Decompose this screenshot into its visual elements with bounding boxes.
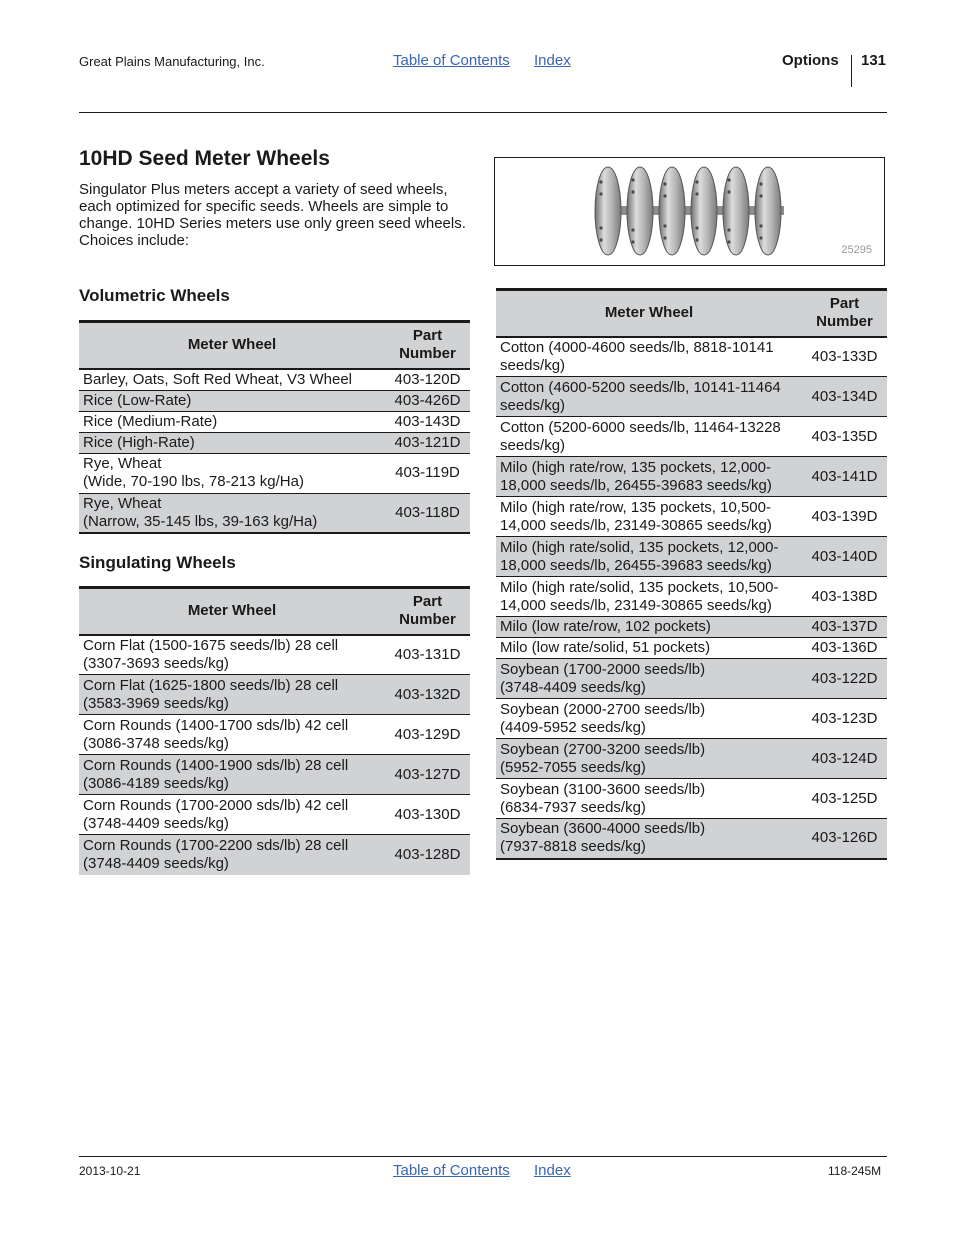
table-row [496, 537, 887, 577]
document-number: 118-245M [828, 1164, 882, 1178]
part-number-cell: 403-119D [395, 464, 460, 481]
table-row [79, 390, 470, 411]
part-number-cell: 403-132D [394, 685, 461, 703]
meter-wheel-cell: Milo (low rate/row, 102 pockets) [500, 618, 711, 635]
footer-index-link[interactable]: Index [534, 1162, 571, 1179]
column-header-part-number: Part Number [399, 593, 456, 629]
meter-wheel-cell: Milo (low rate/solid, 51 pockets) [500, 639, 711, 656]
part-number-cell: 403-141D [811, 467, 878, 485]
meter-wheel-cell: Milo (high rate/solid, 135 pockets, 12,000-18,000 seeds/lb, 26455-39683 seeds/kg) [500, 538, 779, 574]
meter-wheel-cell: Rice (Medium-Rate) [83, 412, 218, 430]
meter-wheel-cell: Soybean (3100-3600 seeds/lb) (6834-7937 seeds/kg) [500, 780, 706, 816]
seed-wheels-figure [494, 157, 885, 266]
part-number-cell: 403-125D [811, 789, 878, 807]
meter-wheel-cell: Rye, Wheat (Narrow, 35-145 lbs, 39-163 kg/Ha) [83, 494, 318, 530]
column-header-part-number: Part Number [399, 327, 456, 363]
meter-wheel-cell: Milo (high rate/row, 135 pockets, 10,500-14,000 seeds/lb, 23149-30865 seeds/kg) [500, 498, 772, 534]
section-name: Options [782, 52, 839, 69]
part-number-cell: 403-138D [811, 587, 878, 605]
part-number-cell: 403-122D [811, 669, 878, 687]
table-row [496, 337, 887, 377]
meter-wheel-cell: Corn Flat (1500-1675 seeds/lb) 28 cell (3307-3693 seeds/kg) [83, 636, 339, 672]
page-title: 10HD Seed Meter Wheels [79, 147, 330, 170]
meter-wheel-cell: Cotton (5200-6000 seeds/lb, 11464-13228 seeds/kg) [500, 418, 781, 454]
page-number: 131 [861, 52, 887, 69]
part-number-cell: 403-131D [394, 645, 461, 663]
figure-number: 25295 [841, 244, 872, 256]
part-number-cell: 403-137D [811, 618, 878, 635]
table-row [496, 699, 887, 739]
part-number-cell: 403-426D [394, 391, 461, 409]
company-name: Great Plains Manufacturing, Inc. [79, 54, 265, 69]
part-number-cell: 403-136D [811, 639, 878, 656]
meter-wheel-cell: Rye, Wheat (Wide, 70-190 lbs, 78-213 kg/Ha) [83, 455, 304, 490]
meter-wheel-cell: Milo (high rate/row, 135 pockets, 12,000-18,000 seeds/lb, 26455-39683 seeds/kg) [500, 458, 772, 494]
part-number-cell: 403-130D [394, 805, 461, 823]
volumetric-wheels-table [79, 320, 470, 534]
footer-table-of-contents-link[interactable]: Table of Contents [393, 1162, 510, 1179]
singulating-wheels-table [79, 586, 470, 875]
table-row [496, 739, 887, 779]
part-number-cell: 403-135D [811, 427, 878, 445]
table-row [79, 715, 470, 755]
table-row [79, 411, 470, 432]
meter-wheel-cell: Rice (High-Rate) [83, 433, 195, 451]
part-number-cell: 403-129D [394, 725, 461, 743]
meter-wheel-cell: Milo (high rate/solid, 135 pockets, 10,500-14,000 seeds/lb, 23149-30865 seeds/kg) [500, 578, 779, 614]
meter-wheel-cell: Corn Rounds (1700-2200 sds/lb) 28 cell (3748-4409 seeds/kg) [83, 836, 349, 872]
part-number-cell: 403-143D [394, 412, 461, 430]
part-number-cell: 403-126D [811, 829, 878, 847]
table-row [496, 377, 887, 417]
intro-paragraph: Singulator Plus meters accept a variety of seed wheels, each optimized for specific seeds. Wheels are simple to change. 10HD Series meters use only green seed wheels. Choices include: [79, 181, 466, 249]
table-row [496, 779, 887, 819]
meter-wheel-cell: Corn Rounds (1700-2000 sds/lb) 42 cell (3748-4409 seeds/kg) [83, 796, 349, 832]
part-number-cell: 403-128D [394, 845, 461, 863]
seed-wheels-table-continued [496, 288, 887, 860]
table-row [496, 819, 887, 859]
table-row [496, 577, 887, 617]
seed-wheels-illustration [590, 162, 790, 260]
meter-wheel-cell: Soybean (2700-3200 seeds/lb) (5952-7055 seeds/kg) [500, 740, 706, 776]
meter-wheel-cell: Barley, Oats, Soft Red Wheat, V3 Wheel [83, 370, 353, 388]
part-number-cell: 403-121D [394, 433, 461, 451]
meter-wheel-cell: Corn Rounds (1400-1900 sds/lb) 28 cell (3086-4189 seeds/kg) [83, 756, 349, 792]
meter-wheel-cell: Cotton (4600-5200 seeds/lb, 10141-11464 seeds/kg) [500, 378, 781, 414]
part-number-cell: 403-123D [811, 709, 878, 727]
part-number-cell: 403-124D [811, 749, 878, 767]
header-divider [851, 55, 852, 87]
volumetric-wheels-heading: Volumetric Wheels [79, 286, 230, 305]
table-row [79, 369, 470, 391]
column-header-part-number: Part Number [816, 295, 873, 331]
part-number-cell: 403-139D [811, 507, 878, 525]
meter-wheel-cell: Cotton (4000-4600 seeds/lb, 8818-10141 seeds/kg) [500, 338, 774, 374]
table-row [79, 635, 470, 675]
column-header-meter-wheel: Meter Wheel [187, 336, 277, 354]
table-row [79, 835, 470, 875]
footer-date: 2013-10-21 [79, 1164, 141, 1178]
table-of-contents-link[interactable]: Table of Contents [393, 52, 510, 69]
table-row [496, 638, 887, 659]
part-number-cell: 403-140D [811, 547, 878, 565]
index-link[interactable]: Index [534, 52, 571, 69]
meter-wheel-cell: Soybean (3600-4000 seeds/lb) (7937-8818 seeds/kg) [500, 820, 706, 856]
table-row [79, 453, 470, 493]
table-row [79, 795, 470, 835]
header-rule [79, 112, 887, 113]
table-row [79, 493, 470, 533]
table-row [79, 432, 470, 453]
meter-wheel-cell: Soybean (1700-2000 seeds/lb) (3748-4409 seeds/kg) [500, 660, 706, 696]
part-number-cell: 403-118D [395, 503, 460, 521]
meter-wheel-cell: Soybean (2000-2700 seeds/lb) (4409-5952 seeds/kg) [500, 700, 706, 736]
column-header-meter-wheel: Meter Wheel [604, 304, 694, 322]
meter-wheel-cell: Corn Flat (1625-1800 seeds/lb) 28 cell (3583-3969 seeds/kg) [83, 676, 339, 712]
footer-rule [79, 1156, 887, 1157]
column-header-meter-wheel: Meter Wheel [187, 602, 277, 620]
singulating-wheels-heading: Singulating Wheels [79, 553, 236, 572]
part-number-cell: 403-127D [394, 765, 461, 783]
table-row [79, 755, 470, 795]
part-number-cell: 403-133D [811, 347, 878, 365]
meter-wheel-cell: Rice (Low-Rate) [83, 391, 192, 409]
table-row [79, 675, 470, 715]
part-number-cell: 403-120D [394, 370, 461, 388]
part-number-cell: 403-134D [811, 387, 878, 405]
table-row [496, 497, 887, 537]
table-row [496, 457, 887, 497]
meter-wheel-cell: Corn Rounds (1400-1700 sds/lb) 42 cell (3086-3748 seeds/kg) [83, 716, 349, 752]
table-row [496, 417, 887, 457]
table-row [496, 617, 887, 638]
table-row [496, 659, 887, 699]
